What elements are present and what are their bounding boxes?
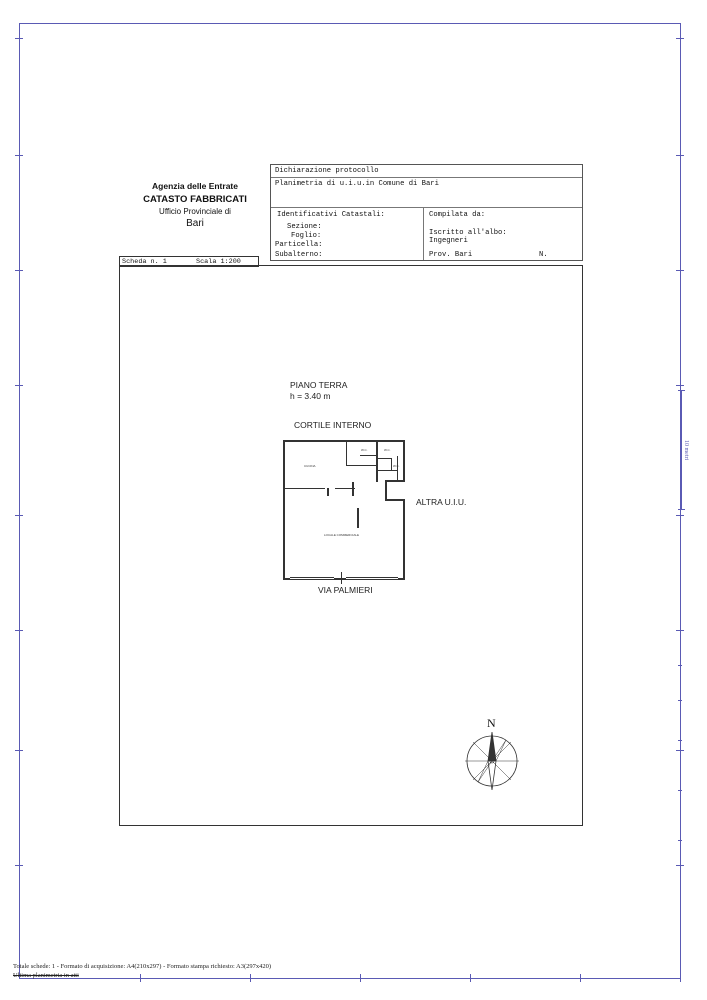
agency-name: Agenzia delle Entrate (152, 181, 238, 191)
frame-tick (15, 750, 23, 751)
partition (391, 458, 392, 470)
scale-ruler (681, 390, 682, 510)
declaration-box (270, 164, 583, 261)
particella-label: Particella: (275, 241, 323, 249)
partition (352, 482, 354, 496)
frame-tick (15, 38, 23, 39)
street-label: VIA PALMIERI (318, 585, 373, 595)
frame-tick (580, 974, 581, 982)
number-label: N. (539, 251, 548, 259)
compiled-by-label: Compilata da: (429, 211, 486, 219)
scale-label: Scala 1:200 (196, 258, 241, 266)
sezione-label: Sezione: (287, 223, 322, 231)
frame-tick (680, 974, 681, 982)
registered-label: Iscritto all'albo: (429, 229, 507, 237)
frame-tick (676, 155, 684, 156)
province-label: Prov. Bari (429, 251, 473, 259)
frame-tick (676, 38, 684, 39)
footer-line-1: Totale schede: 1 - Formato di acquisizione: A4(210x297) - Formato stampa richiesto: A3(297x420) (13, 963, 272, 970)
room-commercial: LOCALE COMMERCIALE (324, 533, 360, 537)
frame-tick (15, 865, 23, 866)
frame-tick (140, 974, 141, 982)
frame-tick (676, 630, 684, 631)
frame-tick (678, 665, 682, 666)
room-kitchen: CUCINA (304, 464, 316, 468)
frame-tick (678, 740, 682, 741)
wall (403, 440, 405, 481)
planimetry-label: Planimetria di u.i.u.in Comune di Bari (275, 180, 439, 188)
wall (385, 480, 387, 500)
north-label: N (487, 716, 496, 730)
shop-window (346, 577, 398, 580)
wall (283, 440, 405, 442)
frame-tick (676, 515, 684, 516)
wall (385, 480, 405, 482)
divider (423, 207, 424, 260)
frame-tick (15, 630, 23, 631)
courtyard-label: CORTILE INTERNO (294, 420, 372, 430)
scheda-number: Scheda n. 1 (122, 258, 167, 266)
frame-tick (15, 270, 23, 271)
frame-tick (15, 515, 23, 516)
partition (360, 455, 376, 456)
foglio-label: Foglio: (291, 232, 322, 240)
ruler-end (678, 509, 685, 510)
divider (271, 207, 582, 208)
floor-label: PIANO TERRA (290, 380, 348, 390)
frame-tick (15, 385, 23, 386)
protocol-label: Dichiarazione protocollo (275, 167, 379, 175)
wall (403, 499, 405, 580)
partition (346, 465, 376, 466)
frame-tick (470, 974, 471, 982)
office-label: Ufficio Provinciale di (159, 207, 231, 216)
partition (376, 442, 378, 482)
footer-line-2: Ultima planimetria in atti (13, 972, 79, 979)
divider (271, 177, 582, 178)
partition (346, 442, 347, 466)
frame-tick (360, 974, 361, 982)
frame-tick (678, 790, 682, 791)
ruler-label: 10 metri (683, 440, 689, 461)
frame-tick (676, 865, 684, 866)
ruler-end (678, 390, 685, 391)
office-city: Bari (186, 218, 204, 229)
wall (385, 499, 405, 501)
other-unit-label: ALTRA U.I.U. (416, 497, 467, 507)
identifiers-title: Identificativi Catastali: (277, 211, 385, 219)
partition (378, 470, 398, 471)
partition (327, 488, 329, 496)
frame-tick (676, 385, 684, 386)
frame-tick (676, 270, 684, 271)
subalterno-label: Subalterno: (275, 251, 323, 259)
room-wc: W.C. (384, 448, 391, 452)
partition (285, 488, 325, 489)
partition (378, 458, 392, 459)
partition (357, 508, 359, 528)
room-wc: W.C. (361, 448, 368, 452)
height-label: h = 3.40 m (290, 391, 331, 401)
partition (397, 456, 398, 480)
wall (283, 440, 285, 580)
frame-tick (678, 840, 682, 841)
compass-rose-icon (461, 730, 523, 792)
shop-window (290, 577, 334, 580)
profession-value: Ingegneri (429, 237, 468, 245)
room-wc: W.C. (393, 464, 400, 468)
frame-tick (676, 750, 684, 751)
frame-tick (250, 974, 251, 982)
catasto-title: CATASTO FABBRICATI (143, 194, 247, 205)
frame-tick (15, 155, 23, 156)
frame-tick (678, 700, 682, 701)
door-mark (341, 572, 342, 584)
